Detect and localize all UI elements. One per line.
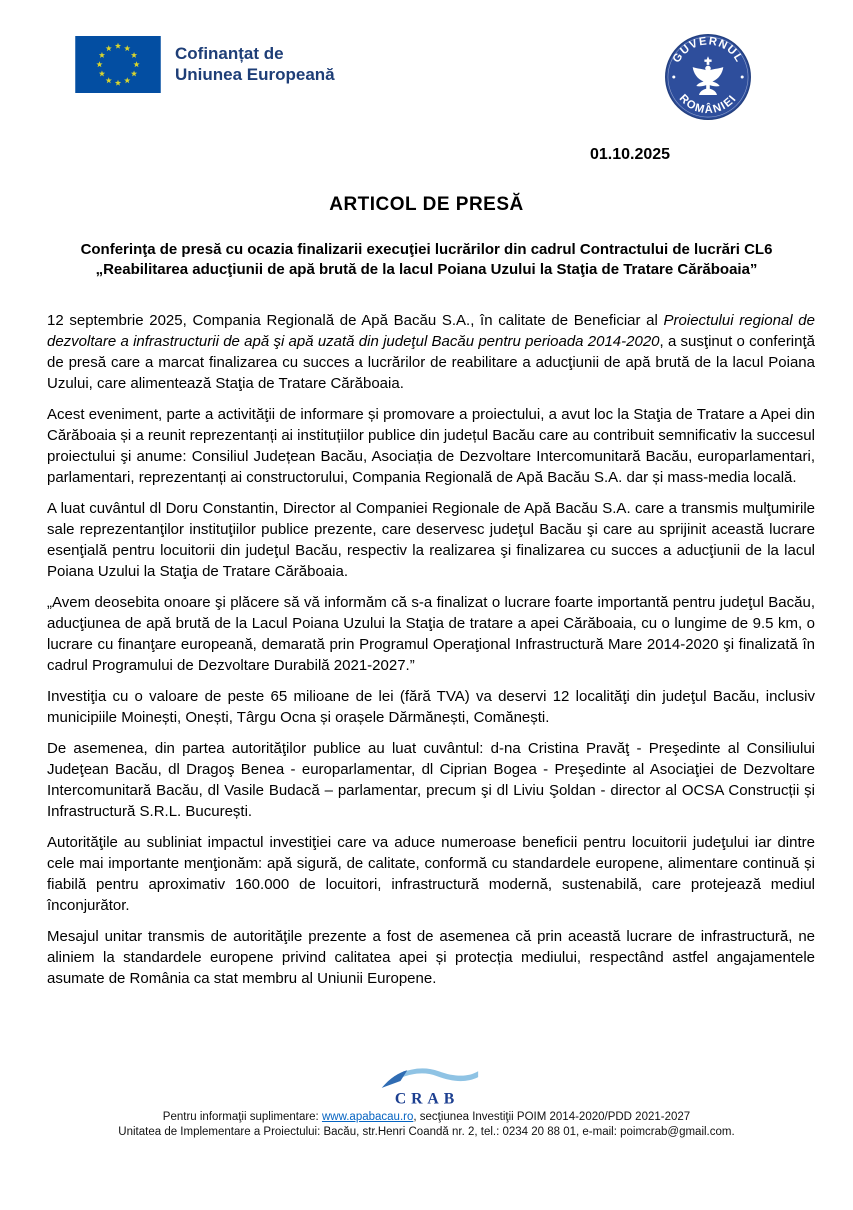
paragraph-investment-value: Investiţia cu o valoare de peste 65 milioane de lei (fără TVA) va deservi 12 localităţi din judeţul Bacău, inclusiv municipiile Moinești, Onești, Târgu Ocna și orașele Dărmănești, Comănești. (47, 688, 815, 726)
eu-logo-caption (175, 36, 335, 85)
eu-cofunded-logo (75, 36, 335, 93)
eu-flag-icon (75, 36, 161, 93)
article-subtitle: Conferinţa de presă cu ocazia finalizarii execuţiei lucrărilor din cadrul Contractului de lucrări CL6 „Reabilitarea aducţiunii de apă brută de la lacul Poiana Uzului la Staţia de Tratare Cărăboaia” (80, 241, 773, 278)
paragraph-officials: De asemenea, din partea autorităţilor publice au luat cuvântul: d-na Cristina Pravăţ - Preşedinte al Consiliului Judeţean Bacău, dl Dragoş Benea - europarlamentar, dl Ciprian Bogea - Preşedinte al Asociaţiei de Dezvoltare Intercomunitară Bacău, dl Vasile Budacă – parlamentar, precum şi dl Liviu Şoldan - director al OCSA Construcții și Infrastructură S.R.L. București. (47, 740, 815, 820)
eu-logo-caption-line1: Cofinanțat de (175, 44, 284, 63)
apabacau-website-link[interactable]: www.apabacau.ro (321, 1111, 414, 1123)
project-name-italic: Proiectului regional de dezvoltare a infrastructurii de apă şi apă uzată din judeţul Bacău pentru perioada 2014-2020 (47, 312, 815, 350)
paragraph-event: Acest eveniment, parte a activităţii de informare și promovare a proiectului, a avut loc la Staţia de Tratare a Apei din Cărăboaia și a reunit reprezentanți ai instituțiilor publice din județul Bacău care au contribuit semnificativ la succesul proiectului şi anume: Consiliul Județean Bacău, Asociația de Dezvoltare Intercomunitară Bacău, europarlamentari, parlamentari, reprezentanți ai constructorului, Compania Regională de Apă Bacău S.A. dar și mass-media locală. (47, 406, 815, 486)
paragraph-director-speech: A luat cuvântul dl Doru Constantin, Director al Companiei Regionale de Apă Bacău S.A. care a transmis mulţumirile sale reprezentanţilor instituţiilor publice prezente, care deservesc judeţul Bacău şi care au sprijinit această lucrare esenţială pentru locuitorii din judeţul Bacău, respectiv la realizarea şi finalizarea cu succes a aducţiunii de la lacul Poiana Uzului la Staţia de Tratare Cărăboaia. (47, 500, 815, 580)
paragraph-intro-text: 12 septembrie 2025, Compania Regională de Apă Bacău S.A., în calitate de Beneficiar al (47, 312, 664, 329)
paragraph-quote: „Avem deosebita onoare şi plăcere să vă informăm că s-a finalizat o lucrare foarte importantă pentru judeţul Bacău, aducţiunea de apă brută de la Lacul Poiana Uzului la Staţia de tratare a apei Cărăboaia, cu o lungime de 9.5 km, o lucrare cu finanţare europeană, demarată prin Programul Operaţional Infrastructură Mare 2014-2020 şi finalizată în cadrul Programului de Dezvoltare Durabilă 2021-2027.” (47, 594, 815, 674)
paragraph-benefits: Autorităţile au subliniat impactul investiţiei care va aduce numeroase beneficii pentru locuitorii judeţului iar dintre cele mai importante menţionăm: apă sigură, de calitate, conformă cu standardele europene, alimentare continuă și fiabilă pentru aproximativ 160.000 de locuitori, infrastructură modernă, sustenabilă, care protejează mediul înconjurător. (47, 834, 815, 914)
paragraph-intro (47, 310, 815, 394)
footer (0, 1058, 853, 1140)
crab-logo-text: CRAB (394, 1090, 459, 1108)
paragraph-intro-text-cont: , a susţinut o conferinţă de presă care a marcat finalizarea cu succes a lucrărilor de reabilitare a aducţiunii de apă brută de la lacul Poiana Uzului, care alimentează Staţia de Tratare Cărăboaia. (47, 333, 815, 392)
header (0, 0, 853, 122)
footer-info-post: , secţiunea Investiţii POIM 2014-2020/PDD 2021-2027 (413, 1111, 691, 1123)
paragraph-closing-message: Mesajul unitar transmis de autorităţile prezente a fost de asemenea că prin această lucrare de infrastructură, ne aliniem la standardele europene privind calitatea apei și protecția mediului, respectând astfel angajamentele asumate de România ca stat membru al Uniunii Europene. (47, 928, 815, 987)
document-date: 01.10.2025 (590, 146, 671, 163)
romanian-government-seal-icon (663, 32, 753, 122)
footer-contact-line: Unitatea de Implementare a Proiectului: Bacău, str.Henri Coandă nr. 2, tel.: 0234 20 88 01, e-mail: poimcrab@gmail.com. (118, 1126, 735, 1138)
footer-info-pre: Pentru informaţii suplimentare: (162, 1111, 322, 1123)
gov-seal-bottom-text: ROMÂNIEI (676, 92, 740, 117)
footer-info-line (0, 1110, 853, 1125)
gov-seal-top-text: GUVERNUL (670, 35, 746, 66)
crab-logo-icon (368, 1058, 486, 1110)
eu-logo-caption-line2: Uniunea Europeană (175, 65, 335, 84)
page-title: ARTICOL DE PRESĂ (329, 194, 524, 215)
article-body (0, 280, 853, 989)
